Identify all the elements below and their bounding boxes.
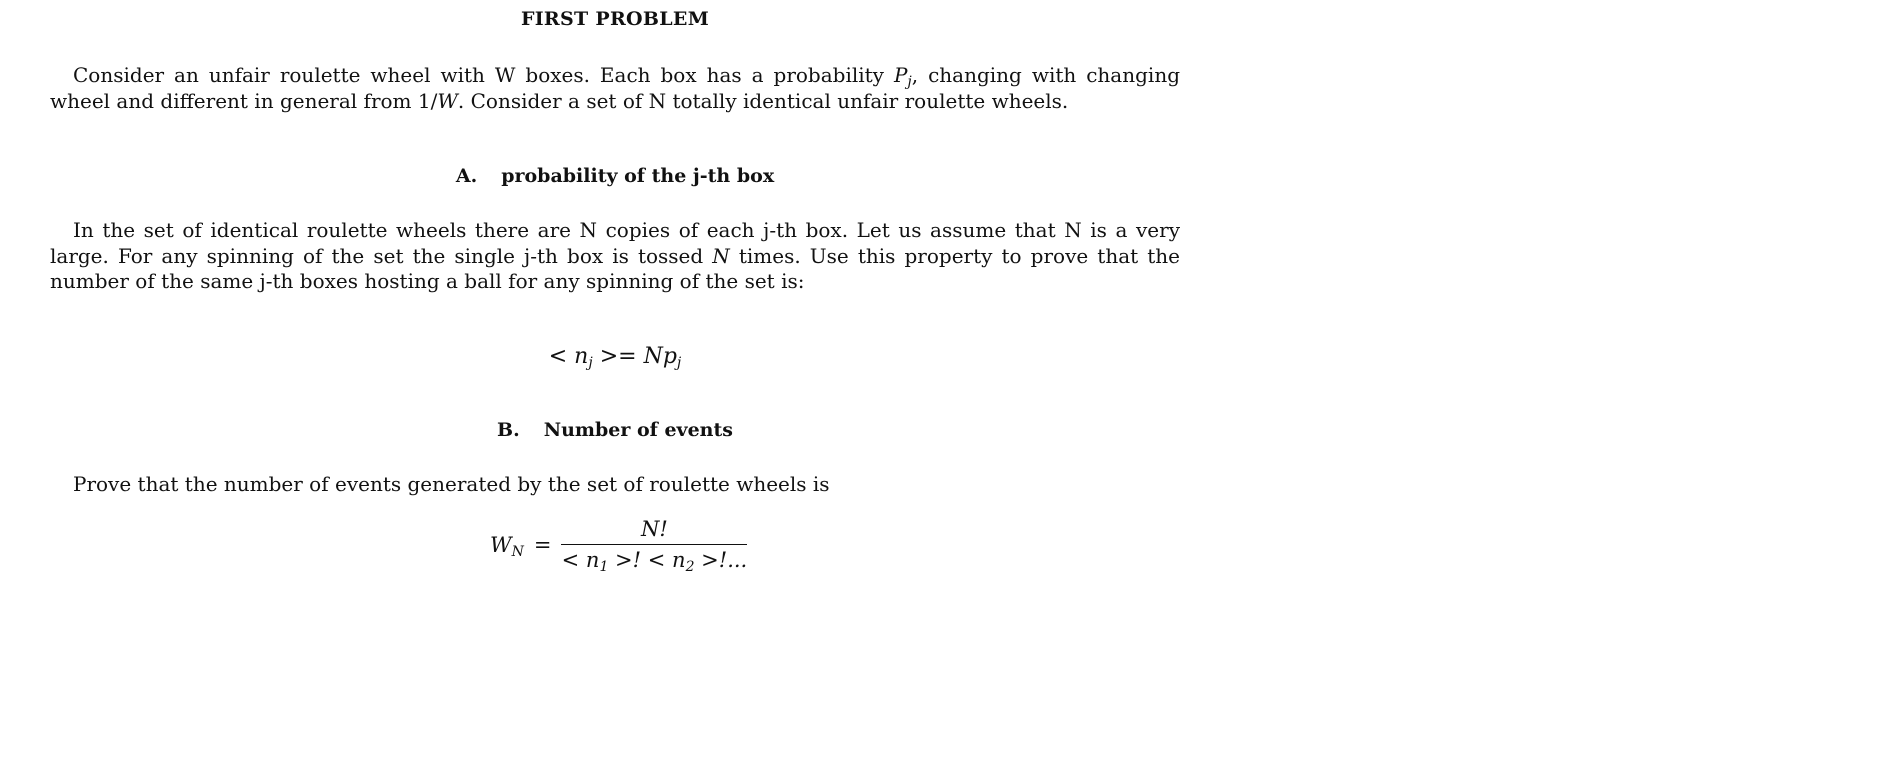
equation-number-of-events	[490, 517, 748, 575]
section-b-title: Number of events	[543, 419, 733, 441]
problem-title: FIRST PROBLEM	[520, 8, 710, 30]
equation-fraction	[561, 517, 748, 575]
section-a-title: probability of the j-th box	[501, 165, 775, 187]
symbol-p: P	[893, 63, 908, 87]
intro-text-2: , changing with changing wheel and different in general from 1/	[50, 63, 1180, 113]
intro-text-1: Consider an unfair roulette wheel with W boxes. Each box has a probability	[73, 63, 894, 87]
section-a-paragraph	[50, 218, 1180, 295]
section-b-heading	[50, 419, 1180, 441]
symbol-w: W	[437, 88, 458, 113]
section-a-text-2: times. Use this property to prove that the number of the same j-th boxes hosting a ball for any spinning of the set is:	[50, 243, 1180, 293]
section-b-number: B.	[497, 419, 520, 441]
symbol-n: N	[712, 243, 730, 268]
section-a-text-1: In the set of identical roulette wheels there are N copies of each j-th box. Let us assume that N is a very large. For any spinning of the set the single j-th box is tossed	[50, 218, 1180, 268]
section-b-paragraph: Prove that the number of events generated by the set of roulette wheels is	[73, 472, 830, 496]
section-a-heading	[50, 165, 1180, 187]
section-a-number: A.	[455, 165, 478, 187]
equation-equals: =	[533, 532, 552, 557]
symbol-p-subscript: j	[907, 74, 912, 90]
intro-text-3: . Consider a set of N totally identical unfair roulette wheels.	[457, 88, 1069, 113]
fraction-denominator: < $n_1$ >! < $n_2$ >!...	[561, 548, 748, 575]
intro-paragraph	[50, 63, 1180, 114]
equation-expected-count: < $n_j >= Np_j$	[548, 344, 682, 371]
equation-lhs: $W_N$	[490, 532, 524, 560]
fraction-numerator: N!	[561, 517, 747, 545]
